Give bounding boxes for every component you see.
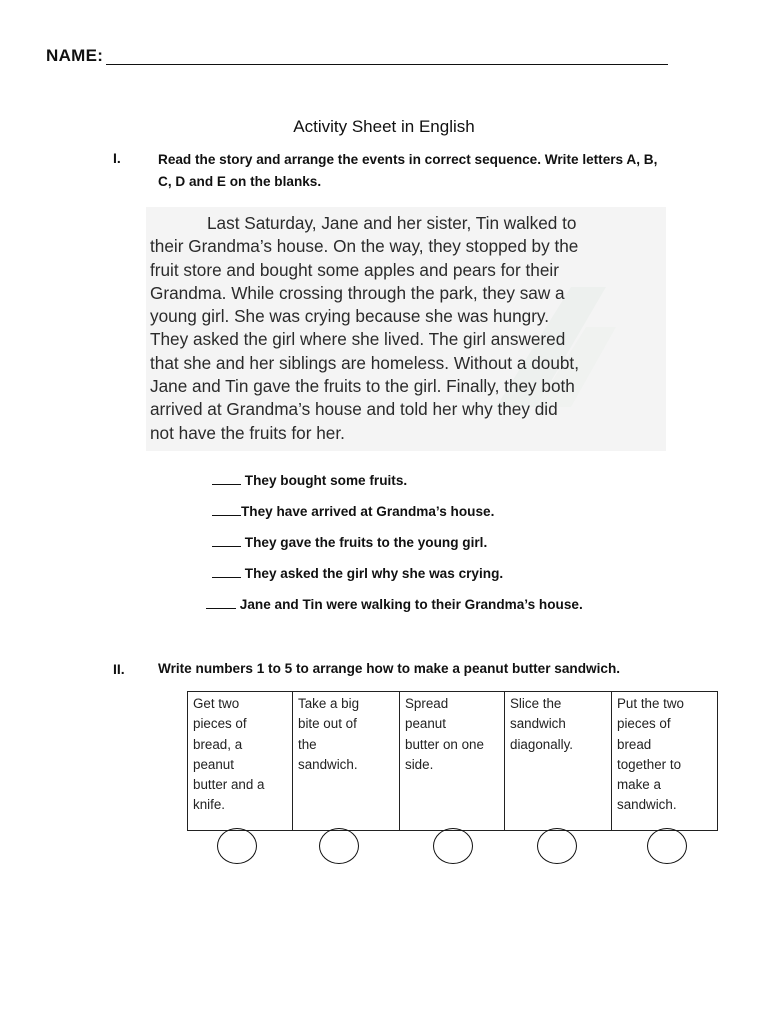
section-1-numeral: I. (113, 150, 121, 166)
story-line: fruit store and bought some apples and pears for their (150, 259, 559, 280)
event-text: They asked the girl why she was crying. (241, 566, 504, 581)
step-text-line: Slice the (510, 696, 562, 711)
answer-circle[interactable] (433, 828, 473, 864)
answer-blank[interactable] (212, 472, 241, 485)
story-line: young girl. She was crying because she was hungry. (150, 306, 550, 327)
answer-blank[interactable] (212, 534, 241, 547)
story-line: arrived at Grandma’s house and told her why they did (150, 399, 558, 420)
answer-circle[interactable] (647, 828, 687, 864)
step-text-line: sandwich (510, 716, 566, 732)
story-line: not have the fruits for her. (150, 422, 345, 443)
answer-blank[interactable] (212, 503, 241, 516)
page-title: Activity Sheet in English (293, 117, 475, 136)
event-text: Jane and Tin were walking to their Grandma’s house. (236, 597, 583, 612)
step-text-line: the (298, 736, 317, 752)
story-line: that she and her siblings are homeless. Without a doubt, (150, 352, 579, 373)
event-item (212, 565, 503, 581)
story-line: Last Saturday, Jane and her sister, Tin walked to (207, 213, 577, 233)
section-1-instruction (158, 149, 758, 193)
section-1-instruction-line-1: Read the story and arrange the events in correct sequence. Write letters A, B, (158, 152, 658, 167)
step-text-line: sandwich. (298, 756, 358, 772)
step-text-line: Take a big (298, 696, 360, 711)
step-text-line: peanut (405, 716, 446, 732)
event-text: They bought some fruits. (241, 473, 408, 488)
step-text-line: side. (405, 756, 434, 772)
step-cell (505, 692, 612, 831)
step-text-line: butter and a (193, 777, 265, 793)
answer-blank[interactable] (212, 565, 241, 578)
step-cell (400, 692, 505, 831)
event-text: They have arrived at Grandma’s house. (241, 504, 495, 519)
step-text-line: knife. (193, 797, 226, 813)
answer-circle[interactable] (537, 828, 577, 864)
step-cell (612, 692, 718, 831)
step-text-line: Put the two (617, 696, 684, 711)
section-2-numeral: II. (113, 661, 125, 677)
step-text-line: pieces of (617, 716, 671, 732)
answer-circle[interactable] (319, 828, 359, 864)
step-text-line: Spread (405, 696, 449, 711)
name-blank-line[interactable] (106, 64, 668, 65)
step-cell (188, 692, 293, 831)
step-text-line: pieces of (193, 716, 247, 732)
story-line: They asked the girl where she lived. The girl answered (150, 329, 566, 350)
section-1-instruction-line-2: C, D and E on the blanks. (158, 174, 322, 189)
step-text-line: bread, a (193, 736, 243, 752)
event-item (212, 503, 494, 519)
table-row (188, 692, 718, 831)
step-text-line: peanut (193, 756, 234, 772)
step-text-line: sandwich. (617, 797, 677, 813)
story-text (150, 212, 665, 445)
story-line: Grandma. While crossing through the park, they saw a (150, 282, 565, 303)
answer-blank[interactable] (206, 596, 236, 609)
step-cell (293, 692, 400, 831)
sandwich-steps-table (187, 691, 718, 831)
step-text-line: diagonally. (510, 736, 574, 752)
step-text-line: bite out of (298, 716, 357, 732)
event-text: They gave the fruits to the young girl. (241, 535, 488, 550)
story-line: Jane and Tin gave the fruits to the girl. Finally, they both (150, 376, 575, 397)
event-item (206, 596, 583, 612)
step-text-line: bread (617, 736, 652, 752)
name-label: NAME: (46, 46, 104, 65)
step-text-line: Get two (193, 696, 240, 711)
section-2-instruction: Write numbers 1 to 5 to arrange how to make a peanut butter sandwich. (158, 661, 621, 676)
step-text-line: together to (617, 756, 682, 772)
step-text-line: butter on one (405, 736, 484, 752)
story-line: their Grandma’s house. On the way, they stopped by the (150, 236, 579, 257)
step-text-line: make a (617, 777, 661, 793)
event-item (212, 534, 487, 550)
answer-circle[interactable] (217, 828, 257, 864)
event-item (212, 472, 407, 488)
